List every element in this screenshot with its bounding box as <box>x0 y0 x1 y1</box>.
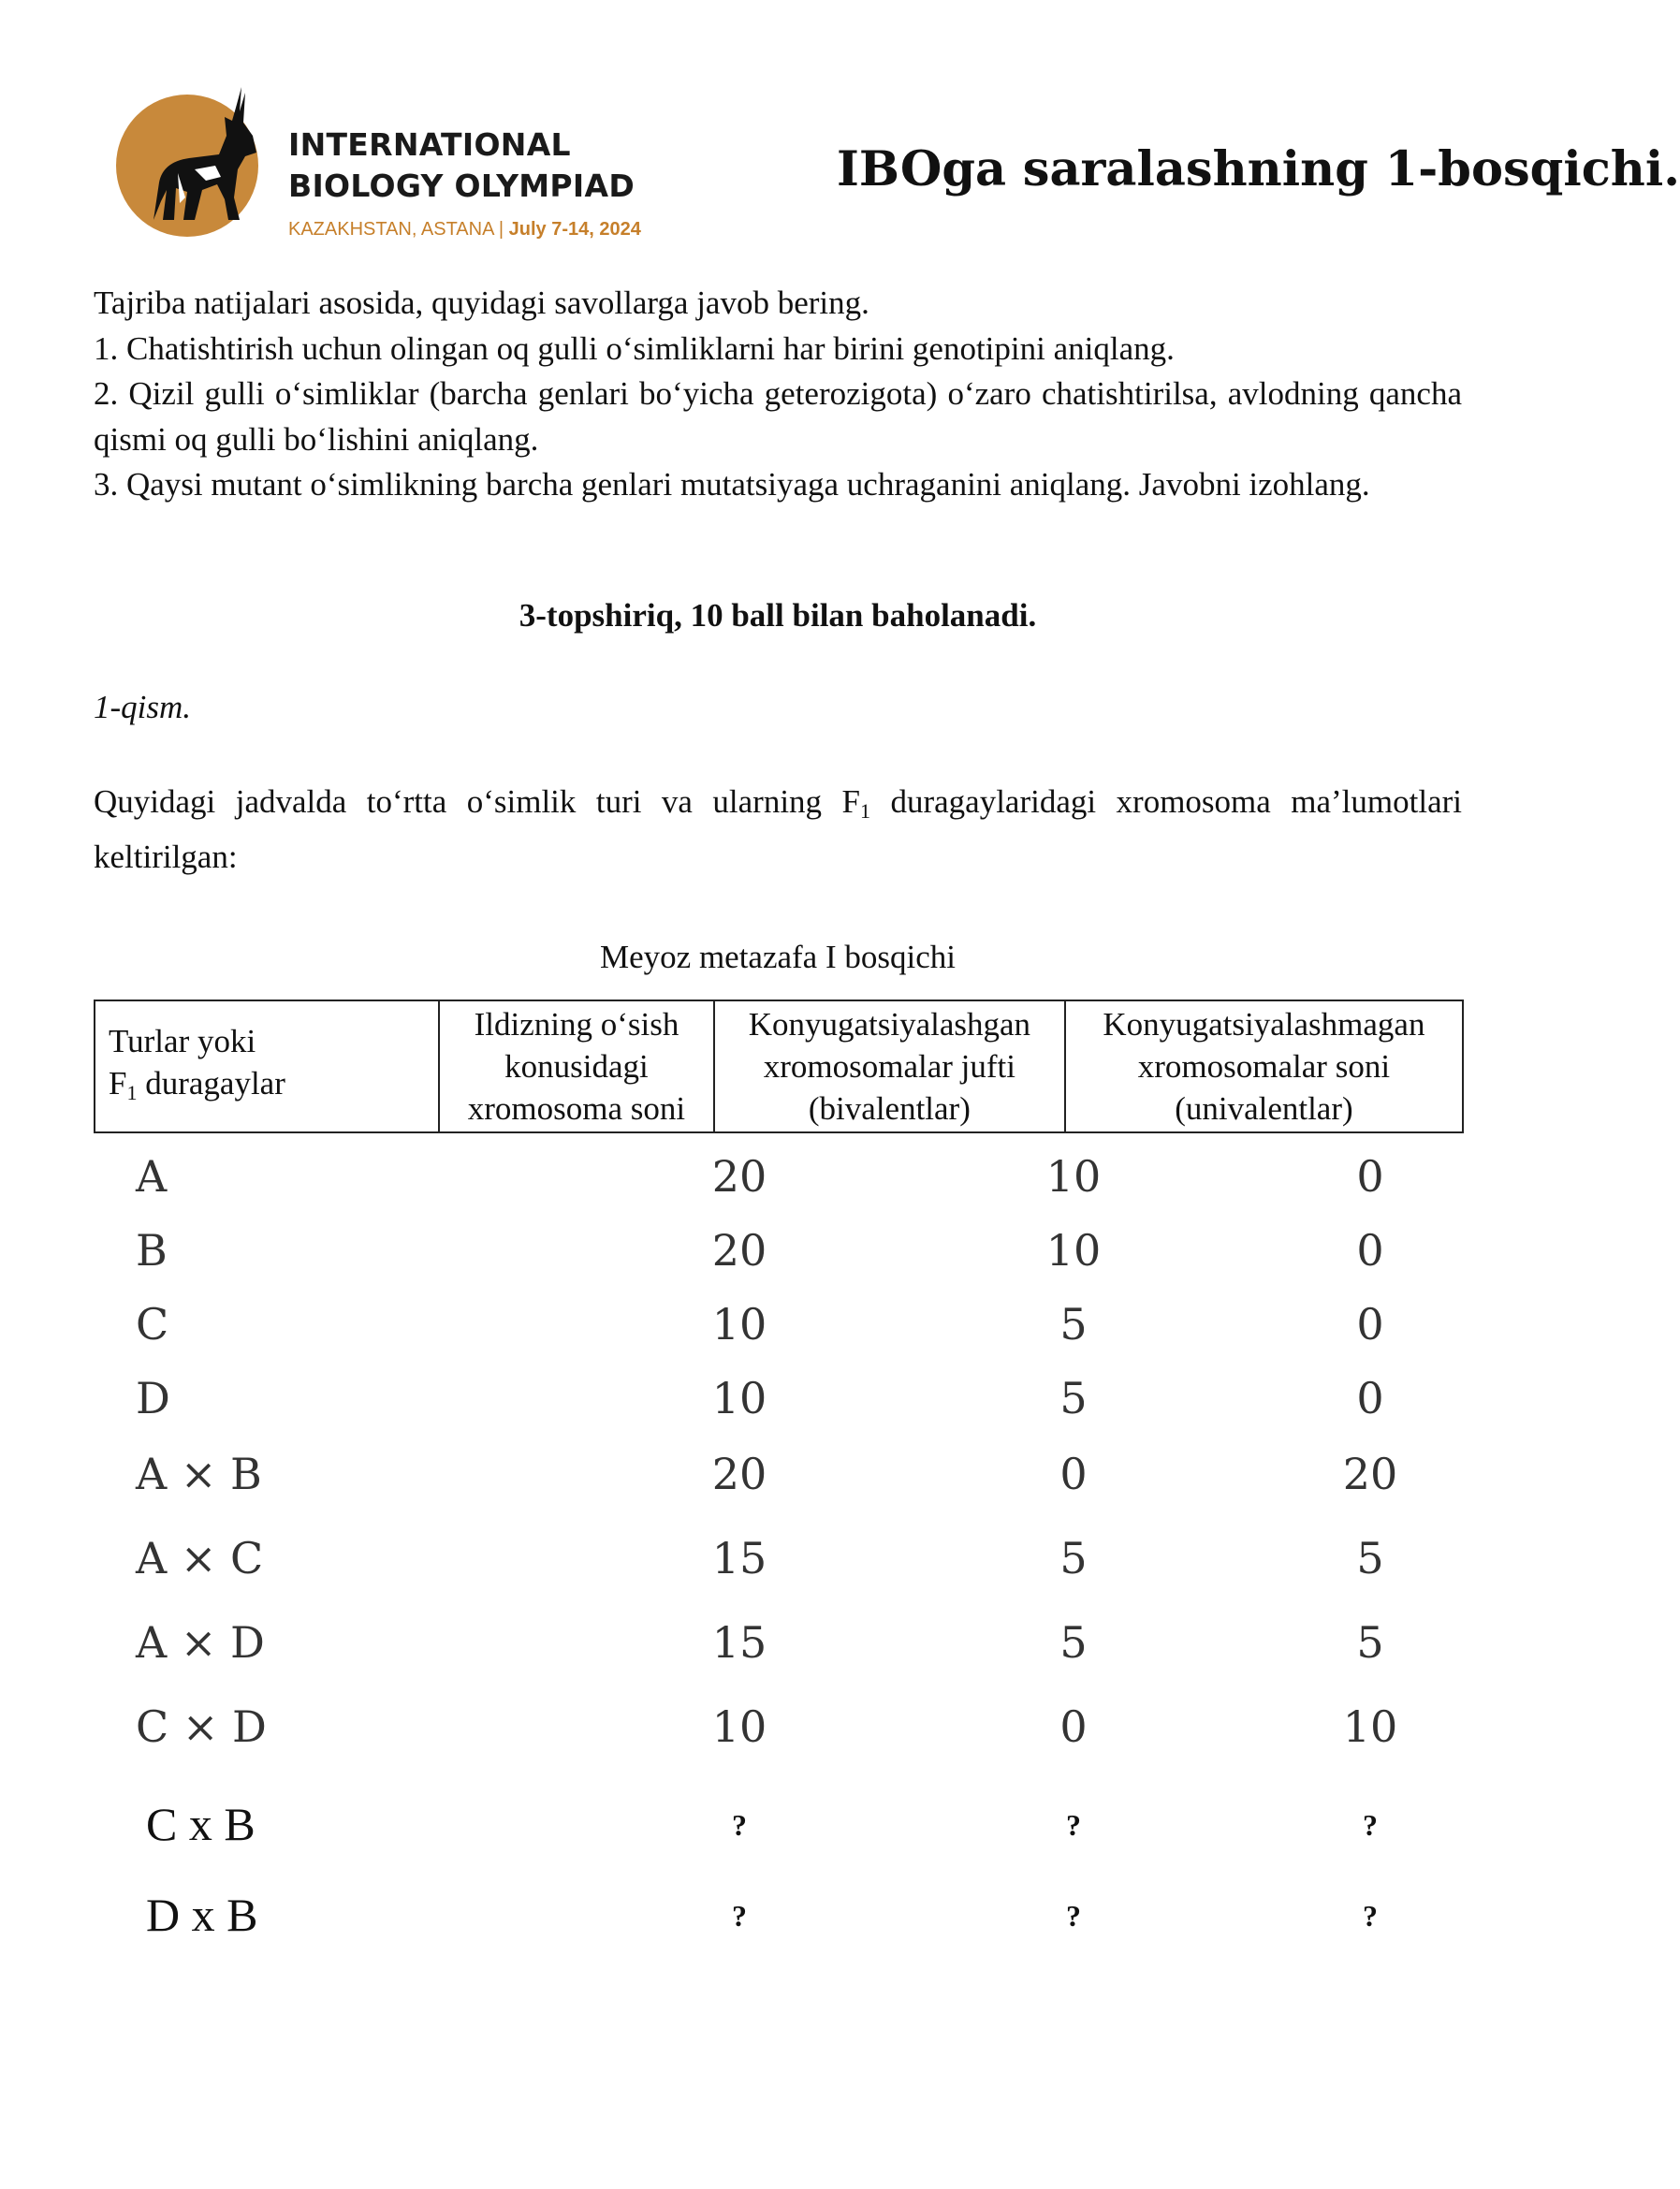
header-cell-species: Turlar yoki $F_1$ duragaylar <box>95 1000 439 1132</box>
table-row: C × D 10 0 10 <box>136 1701 1398 1752</box>
page-header <box>116 80 1680 253</box>
org-location: KAZAKHSTAN, ASTANA <box>288 219 494 240</box>
question-2: 2. Qizil gulli o‘simliklar (barcha genlari bo‘yicha geterozigota) o‘zaro chatishtirilsa, avlodning qancha qismi oq gulli bo‘lishini aniqlang. <box>94 375 1462 458</box>
question-1: 1. Chatishtirish uchun olingan oq gulli o‘simliklarni har birini genotipini aniqlang. <box>94 329 1175 367</box>
table-intro-before: Quyidagi jadvalda to‘rtta o‘simlik turi va ularning F <box>94 783 860 820</box>
table-row: D 10 5 0 <box>136 1373 1384 1423</box>
table-row: B 20 10 0 <box>136 1225 1384 1276</box>
org-subtitle <box>288 219 641 241</box>
intro-line: Tajriba natijalari asosida, quyidagi savollarga javob bering. <box>94 285 869 321</box>
table-intro <box>94 780 1462 880</box>
table-row: A × B 20 0 20 <box>136 1449 1398 1499</box>
org-line-2: BIOLOGY OLYMPIAD <box>288 168 635 204</box>
table-intro-after: duragaylaridagi xromosoma ma’lumotlari keltirilgan: <box>94 783 1462 875</box>
header-cell-univalents: Konyugatsiyalashmagan xromosomalar soni (univalentlar) <box>1065 1000 1463 1132</box>
table-row: A 20 10 0 <box>136 1151 1384 1202</box>
table-row: A × D 15 5 5 <box>136 1617 1384 1668</box>
question-3: 3. Qaysi mutant o‘simlikning barcha genlari mutatsiyaga uchraganini aniqlang. Javobni izohlang. <box>94 466 1370 503</box>
header-cell-root-chromosomes: Ildizning o‘sish konusidagi xromosoma soni <box>439 1000 714 1132</box>
task-title: 3-topshiriq, 10 ball bilan baholanadi. <box>519 597 1037 634</box>
org-dates: July 7-14, 2024 <box>508 219 641 240</box>
org-separator: | <box>498 219 504 240</box>
organization-name <box>288 124 635 207</box>
ibo-logo <box>116 80 266 243</box>
table-row: A × C 15 5 5 <box>136 1533 1384 1583</box>
table-row-question: D x B ? ? ? <box>146 1889 1378 1941</box>
table-caption: Meyoz metazafa I bosqichi <box>600 939 956 975</box>
intro-section <box>94 281 1462 508</box>
org-line-1: INTERNATIONAL <box>288 126 571 163</box>
table-row-question: C x B ? ? ? <box>146 1798 1378 1850</box>
table-row: C 10 5 0 <box>136 1299 1384 1350</box>
header-cell-bivalents: Konyugatsiyalashgan xromosomalar jufti (bivalentlar) <box>714 1000 1065 1132</box>
part-label: 1-qism. <box>94 689 192 725</box>
stage-title: IBOga saralashning 1-bosqichi. <box>837 141 1680 197</box>
table-header <box>94 1000 1464 1133</box>
antelope-logo-icon <box>116 80 266 243</box>
table-intro-sub: 1 <box>860 799 870 823</box>
